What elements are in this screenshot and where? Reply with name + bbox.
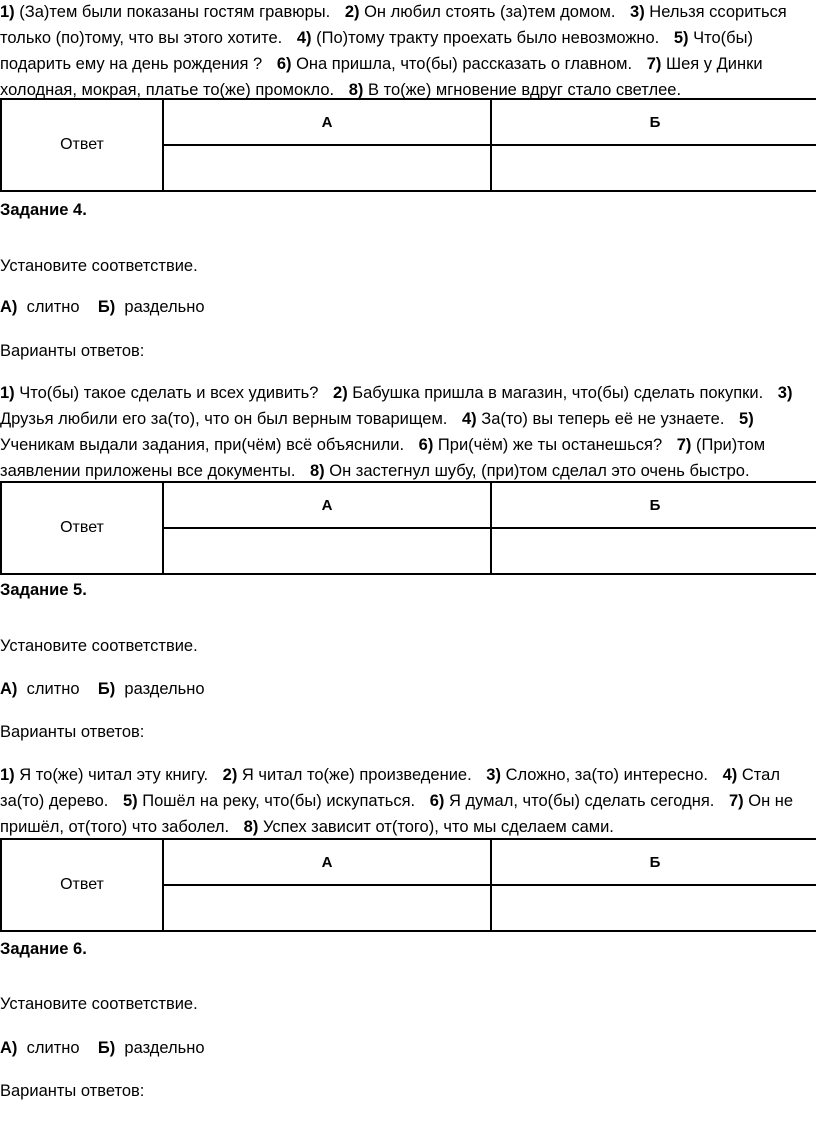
task4-item: 4) За(то) вы теперь её не узнаете. xyxy=(461,410,725,428)
task5-item: 3) Сложно, за(то) интересно. xyxy=(486,766,708,784)
answer-cell-a[interactable] xyxy=(163,145,491,191)
column-b-header: Б xyxy=(491,99,816,145)
task5-item: 5) Пошёл на реку, что(бы) искупаться. xyxy=(122,792,416,810)
answer-table-task3 xyxy=(0,98,816,192)
task4-item: 8) Он застегнул шубу, (при)том сделал это очень быстро. xyxy=(310,462,750,480)
column-b-header: Б xyxy=(491,482,816,528)
column-a-header: А xyxy=(163,99,491,145)
answer-label: Ответ xyxy=(1,839,163,931)
answer-cell-a[interactable] xyxy=(163,885,491,931)
task5-item: 7) Он не пришёл, от(того) что заболел. xyxy=(0,792,794,836)
task5-item: 1) Я то(же) читал эту книгу. xyxy=(0,766,209,784)
task5-options: А) слитно Б) раздельно xyxy=(0,680,205,698)
answer-table-task5 xyxy=(0,838,816,932)
column-a-header: А xyxy=(163,482,491,528)
task4-sentences xyxy=(0,380,816,484)
task5-item: 4) Стал за(то) дерево. xyxy=(0,766,780,810)
task5-variants-label: Варианты ответов: xyxy=(0,723,145,741)
task5-sentences xyxy=(0,762,816,840)
task3-item: 2) Он любил стоять (за)тем домом. xyxy=(344,3,616,21)
answer-cell-a[interactable] xyxy=(163,528,491,574)
answer-cell-b[interactable] xyxy=(491,885,816,931)
task4-title: Задание 4. xyxy=(0,201,87,219)
task4-item: 7) (При)том заявлении приложены все документы. xyxy=(0,436,766,480)
column-a-header: А xyxy=(163,839,491,885)
task4-item: 6) При(чём) же ты останешься? xyxy=(418,436,663,454)
task3-item: 7) Шея у Динки холодная, мокрая, платье то(же) промокло. xyxy=(0,55,763,99)
task3-item: 6) Она пришла, что(бы) рассказать о главном. xyxy=(276,55,633,73)
task4-item: 2) Бабушка пришла в магазин, что(бы) сделать покупки. xyxy=(333,384,764,402)
task5-item: 8) Успех зависит от(того), что мы сделаем сами. xyxy=(243,818,614,836)
task4-item: 5) Ученикам выдали задания, при(чём) всё объяснили. xyxy=(0,410,754,454)
task3-item: 5) Что(бы) подарить ему на день рождения ? xyxy=(0,29,753,73)
task4-options: А) слитно Б) раздельно xyxy=(0,298,205,316)
task3-item: 8) В то(же) мгновение вдруг стало светлее. xyxy=(348,81,682,99)
task3-item: 1) (За)тем были показаны гостям гравюры. xyxy=(0,3,331,21)
answer-label: Ответ xyxy=(1,99,163,191)
task5-item: 2) Я читал то(же) произведение. xyxy=(222,766,472,784)
task3-sentences xyxy=(0,0,816,103)
task6-variants-label: Варианты ответов: xyxy=(0,1082,145,1100)
task3-item: 3) Нельзя ссориться только (по)тому, что вы этого хотите. xyxy=(0,3,787,47)
answer-label: Ответ xyxy=(1,482,163,574)
task5-title: Задание 5. xyxy=(0,581,87,599)
task6-instruction: Установите соответствие. xyxy=(0,995,198,1013)
task6-title: Задание 6. xyxy=(0,940,87,958)
answer-cell-b[interactable] xyxy=(491,528,816,574)
answer-cell-b[interactable] xyxy=(491,145,816,191)
column-b-header: Б xyxy=(491,839,816,885)
task4-item: 1) Что(бы) такое сделать и всех удивить? xyxy=(0,384,319,402)
task6-options: А) слитно Б) раздельно xyxy=(0,1039,205,1057)
task5-instruction: Установите соответствие. xyxy=(0,637,198,655)
answer-table-task4 xyxy=(0,481,816,575)
task4-item: 3) Друзья любили его за(то), что он был верным товарищем. xyxy=(0,384,793,428)
task3-item: 4) (По)тому тракту проехать было невозможно. xyxy=(296,29,660,47)
task5-item: 6) Я думал, что(бы) сделать сегодня. xyxy=(429,792,715,810)
task4-variants-label: Варианты ответов: xyxy=(0,342,145,360)
task4-instruction: Установите соответствие. xyxy=(0,257,198,275)
